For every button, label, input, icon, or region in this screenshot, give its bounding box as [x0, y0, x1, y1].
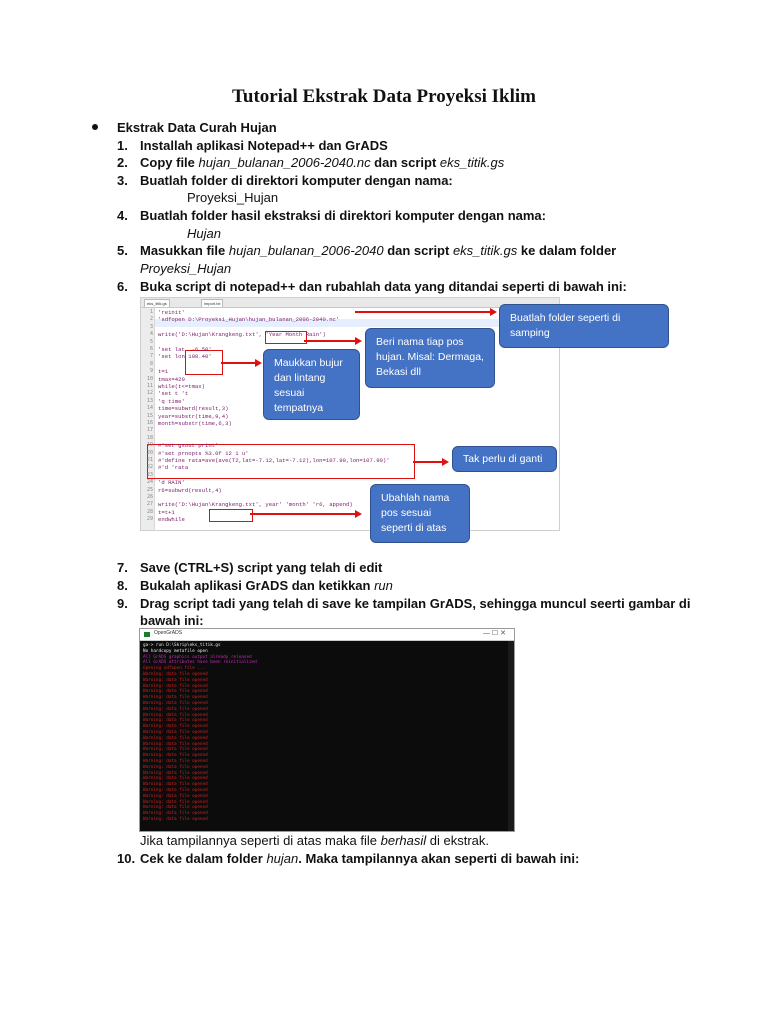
callout-no-change: Tak perlu di ganti [452, 446, 557, 472]
text-run: Jika tampilannya seperti di atas maka file [140, 833, 381, 848]
line-number: 20 [146, 449, 153, 456]
line-number: 10 [146, 375, 153, 382]
step-5-text [140, 242, 616, 259]
arrow-head [442, 458, 449, 466]
emphasis: berhasil [380, 833, 427, 848]
command-name: run [374, 578, 393, 593]
arrow-line [413, 461, 443, 463]
code-line: #'define rata=ave(ave(T2,lat=-7.12,lat=-7.12),lon=107.90,lon=107.90)' [158, 457, 390, 464]
line-number: 15 [146, 412, 153, 419]
text-run: Copy file [140, 155, 199, 170]
step-number: 2. [117, 155, 128, 170]
step-number: 6. [117, 279, 128, 294]
terminal-line: Warning: data file opened [143, 735, 208, 741]
line-number: 27 [146, 501, 153, 508]
line-number: 6 [149, 346, 153, 352]
step-3-text: Buatlah folder di direktori komputer dengan nama: [140, 173, 453, 188]
terminal-line: No hardcopy metafile open [143, 648, 208, 654]
result-note [140, 832, 489, 849]
step-number: 9. [117, 596, 128, 611]
code-line: write('D:\Hujan\Krangkeng.txt', year' 'month' 'r6, append) [158, 501, 353, 509]
step-number: 10. [117, 851, 136, 866]
terminal-line: Warning: data file opened [143, 689, 208, 695]
step-1-text: Installah aplikasi Notepad++ dan GrADS [140, 138, 388, 153]
terminal-line: Warning: data file opened [143, 817, 208, 822]
text-run: Cek ke dalam folder [140, 851, 267, 866]
line-number: 22 [146, 464, 153, 471]
callout-rename-station: Ubahlah nama pos sesuai seperti di atas [370, 484, 470, 543]
code-line: endwhile [158, 516, 185, 524]
folder-name: Hujan [187, 226, 221, 241]
code-line: t=t+1 [158, 508, 175, 516]
code-line: r6=subwrd(result,4) [158, 486, 222, 494]
scrollbar [508, 641, 514, 831]
step-number: 1. [117, 138, 128, 153]
code-line: tmax=420 [158, 375, 185, 383]
callout-folder: Buatlah folder seperti di samping [499, 304, 669, 348]
step-number: 7. [117, 560, 128, 575]
step-number: 4. [117, 208, 128, 223]
terminal-line: All GrADS attributes have been reinitialized [143, 660, 257, 666]
text-run: Bukalah aplikasi GrADS dan ketikkan [140, 578, 375, 593]
step-10-text [140, 850, 579, 867]
line-number: 12 [146, 390, 153, 397]
line-number: 9 [149, 368, 153, 375]
folder-name: hujan [266, 851, 299, 866]
window-titlebar [140, 629, 514, 641]
callout-station-name: Beri nama tiap pos hujan. Misal: Dermaga, Bekasi dll [365, 328, 495, 388]
arrow-line [250, 513, 356, 515]
line-number: 21 [146, 457, 153, 463]
window-title: OpenGrADS [154, 630, 183, 636]
line-number: 23 [146, 471, 153, 478]
arrow-line [221, 362, 256, 364]
step-number: 5. [117, 243, 128, 258]
step-9-text: Drag script tadi yang telah di save ke tampilan GrADS, sehingga muncul seerti gambar di [140, 596, 691, 611]
line-number: 17 [146, 427, 153, 434]
terminal-line: Warning: data file opened [143, 741, 208, 747]
terminal-line: Warning: data file opened [143, 724, 208, 730]
file-name: eks_titik.gs [452, 243, 518, 258]
callout-coordinates: Maukkan bujur dan lintang sesuai tempatnya [263, 349, 360, 420]
terminal-line: Warning: data file opened [143, 747, 208, 753]
arrow-line [304, 340, 356, 342]
line-number: 7 [149, 353, 153, 360]
line-number: 24 [146, 479, 153, 486]
step-8-text [140, 577, 393, 594]
step-number: 8. [117, 578, 128, 593]
line-number: 28 [146, 508, 153, 515]
folder-name: Proyeksi_Hujan [140, 261, 232, 276]
arrow-head [355, 337, 362, 345]
step-6-text: Buka script di notepad++ dan rubahlah data yang ditandai seperti di bawah ini: [140, 279, 627, 294]
terminal-line: Warning: data file opened [143, 799, 208, 805]
file-name: hujan_bulanan_2006-2040.nc [198, 155, 371, 170]
code-line: month=substr(time,6,3) [158, 420, 232, 427]
code-line: t=1 [158, 368, 169, 376]
line-number: 11 [146, 383, 153, 389]
code-line: 'sdfopen D:\Proyeksi_Hujan\hujan_bulanan_2006-2040.nc' [158, 316, 340, 324]
line-number: 26 [146, 494, 153, 500]
line-number: 5 [149, 338, 153, 345]
code-line: year=substr(time,9,4) [158, 412, 229, 420]
terminal-line: Warning: data file opened [143, 753, 208, 759]
arrow-head [255, 359, 262, 367]
text-run: dan script [383, 243, 453, 258]
code-line: write('D:\Hujan\Krangkeng.txt', 'Year Month Rain') [158, 331, 326, 339]
grads-window-screenshot [139, 628, 515, 832]
terminal-line: Warning: data file opened [143, 764, 208, 770]
code-line: 'set lat -6.50' [158, 346, 212, 353]
terminal-line: Warning: data file opened [143, 793, 208, 799]
text-run: dan script [370, 155, 440, 170]
step-4-text: Buatlah folder hasil ekstraksi di direktori komputer dengan nama: [140, 208, 546, 223]
terminal-line: Warning: data file opened [143, 759, 208, 764]
terminal-line: Warning: data file opened [143, 805, 208, 811]
code-line: 'set t 't [158, 390, 189, 398]
line-number: 1 [149, 309, 153, 315]
line-number: 2 [149, 316, 153, 323]
tab-import: import.txt [201, 299, 223, 307]
code-line: 'd RAIN' [158, 479, 185, 487]
terminal-line: Warning: data file opened [143, 788, 208, 793]
line-number: 16 [146, 420, 153, 426]
line-number: 8 [149, 360, 153, 367]
line-number: 3 [149, 323, 153, 330]
terminal-line: Warning: data file opened [143, 677, 208, 683]
terminal-line: Warning: data file opened [143, 811, 208, 817]
text-run: Masukkan file [140, 243, 229, 258]
code-line: while(t<=tmax) [158, 383, 205, 390]
line-number: 18 [146, 434, 153, 441]
line-number: 14 [146, 405, 153, 412]
terminal-line: All GrADS graphics output already released [143, 654, 252, 660]
terminal-line: Warning: data file opened [143, 683, 208, 689]
arrow-head [355, 510, 362, 518]
section-heading: Ekstrak Data Curah Hujan [117, 120, 277, 135]
document-title: Tutorial Ekstrak Data Proyeksi Iklim [231, 86, 537, 107]
highlight-box-station-2 [209, 509, 253, 522]
bullet-dot [92, 124, 98, 130]
line-number: 29 [146, 516, 153, 523]
code-line: 'set lon 108.40' [158, 353, 212, 361]
grads-app-icon [144, 632, 150, 637]
code-line: #'set prnopts %3.0f 12 1 u' [158, 449, 249, 457]
terminal-line: Warning: data file opened [143, 672, 208, 677]
step-2-text [140, 154, 504, 171]
terminal-line: Warning: data file opened [143, 695, 208, 701]
terminal-line: Warning: data file opened [143, 782, 208, 788]
terminal-line: Warning: data file opened [143, 706, 208, 712]
terminal-line: Warning: data file opened [143, 776, 208, 782]
line-number: 19 [146, 442, 153, 449]
code-line: 'reinit' [158, 309, 185, 316]
file-name: hujan_bulanan_2006-2040 [228, 243, 384, 258]
line-number: 25 [146, 486, 153, 493]
text-run: . Maka tampilannya akan seperti di bawah ini: [298, 851, 580, 866]
tab-eks-titik: eks_titik.gs [144, 299, 170, 307]
file-name: eks_titik.gs [439, 155, 505, 170]
step-7-text: Save (CTRL+S) script yang telah di edit [140, 560, 383, 575]
text-run: di ekstrak. [426, 833, 490, 848]
code-line: 'q time' [158, 397, 185, 405]
window-controls: — ☐ ✕ [482, 630, 506, 637]
terminal-line: ga-> run D:\Skrip\eks_titik.gs [143, 643, 221, 648]
line-number: 4 [149, 331, 153, 338]
text-run: ke dalam folder [517, 243, 617, 258]
terminal-line: Warning: data file opened [143, 770, 208, 776]
step-9-text-cont: bawah ini: [140, 613, 204, 628]
terminal-line: Warning: data file opened [143, 701, 208, 706]
arrow-head [490, 308, 497, 316]
code-line: #'set gxout print' [158, 442, 219, 450]
step-number: 3. [117, 173, 128, 188]
terminal-line: Opening sdfopen file ... [143, 666, 206, 672]
terminal-line: Warning: data file opened [143, 712, 208, 718]
tab-bar [141, 298, 559, 308]
code-line: time=subwrd(result,3) [158, 405, 229, 413]
terminal-line: Warning: data file opened [143, 718, 208, 724]
arrow-line [355, 311, 492, 313]
line-number: 13 [146, 397, 153, 404]
terminal-line: Warning: data file opened [143, 730, 208, 735]
code-line: #'d 'rata [158, 464, 189, 472]
folder-name: Proyeksi_Hujan [187, 190, 279, 205]
